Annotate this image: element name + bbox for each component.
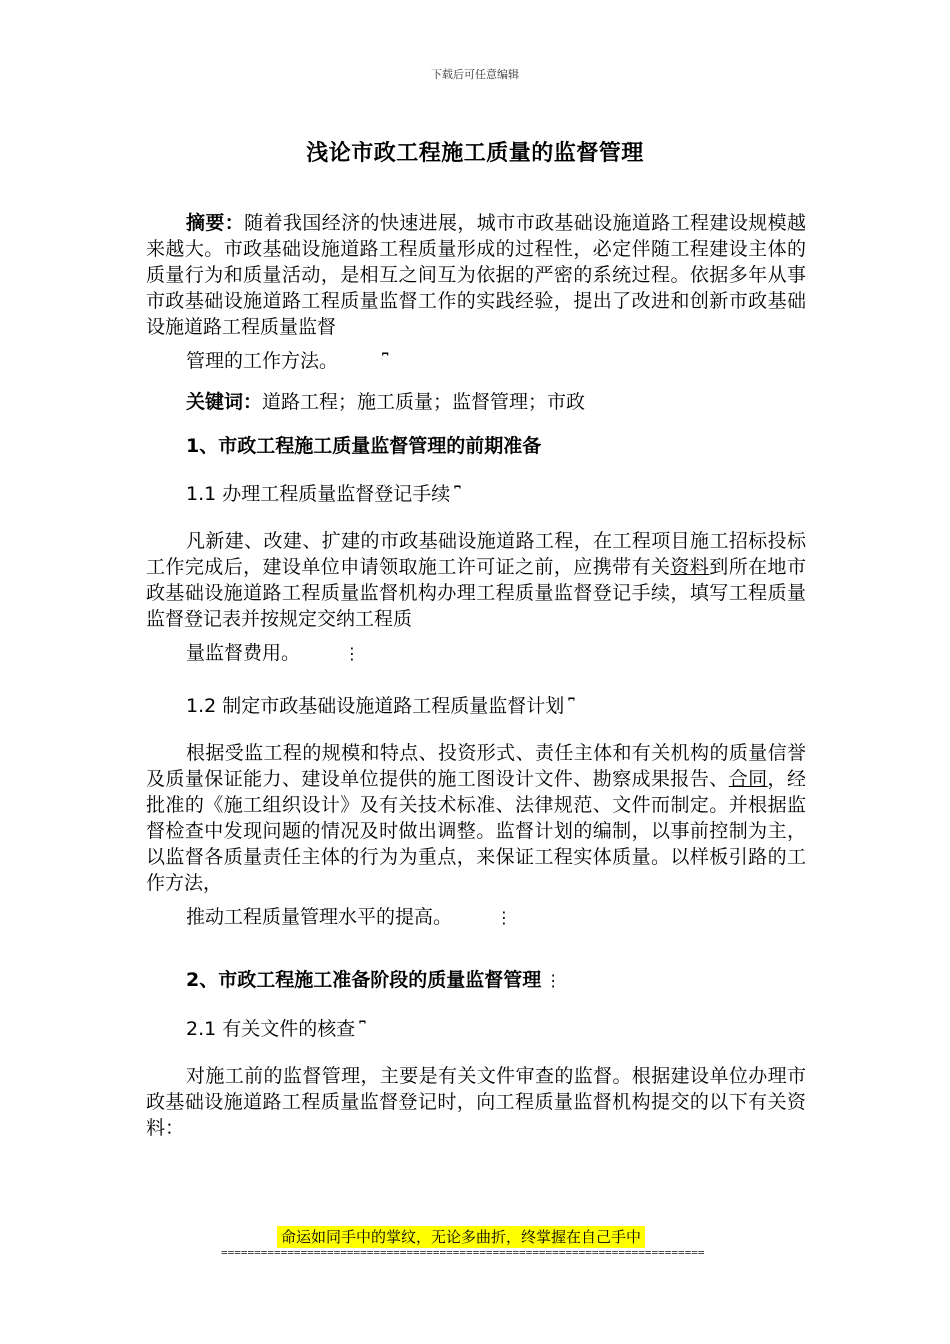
footer-rule: ========================================================================= <box>221 1246 705 1259</box>
ellipsis-mark-icon: ⋮ <box>496 908 513 927</box>
abstract-paragraph <box>146 210 806 375</box>
section-1-2-last-line: 推动工程质量管理水平的提高。 <box>186 906 453 928</box>
keywords-paragraph <box>146 389 806 415</box>
ellipsis-mark-icon: ⋮ <box>545 971 562 990</box>
section-1-1-text-a: 凡新建、改建、扩建的市政基础设施道路工程，在工程项目施工招标投标工作完成后，建设单位申请领取施工许可证之前，应携带有关 <box>146 530 806 578</box>
section-1-heading: 1、市政工程施工质量监督管理的前期准备 <box>186 435 542 457</box>
section-2-heading <box>146 967 806 994</box>
paragraph-mark-icon: ⎴ <box>382 352 389 371</box>
ellipsis-mark-icon: ⋮ <box>344 644 361 663</box>
section-1-2-heading <box>146 693 806 720</box>
abstract-text: 随着我国经济的快速进展，城市市政基础设施道路工程建设规模越来越大。市政基础设施道路工程质量形成的过程性，必定伴随工程建设主体的质量行为和质量活动，是相互之间互为依据的严密的系统过程。依据多年从事市政基础设施道路工程质量监督工作的实践经验，提出了改进和创新市政基础设施道路工程质量监督 <box>146 212 806 338</box>
section-1-1-heading-text: 1.1 办理工程质量监督登记手续 <box>186 483 451 505</box>
abstract-last-line: 管理的工作方法。 <box>186 350 339 372</box>
section-1-1-paragraph <box>146 528 806 667</box>
footer-banner: 命运如同手中的掌纹，无论多曲折，终掌握在自己手中 <box>277 1226 645 1248</box>
section-2-1-heading <box>146 1016 806 1043</box>
link-materials[interactable]: 资料 <box>670 556 710 578</box>
section-1-2-text-a: 根据受监工程的规模和特点、投资形式、责任主体和有关机构的质量信誉及质量保证能力、建设单位提供的施工图设计文件、勘察成果报告、 <box>146 742 806 790</box>
keywords-text: 道路工程；施工质量；监督管理；市政 <box>262 391 586 413</box>
section-1-2-text-b: ，经批准的《施工组织设计》及有关技术标准、法律规范、文件而制定。并根据监督检查中发现问题的情况及时做出调整。监督计划的编制，以事前控制为主，以监督各质量责任主体的行为为重点，来保证工程实体质量。以样板引路的工作方法， <box>146 768 806 894</box>
keywords-label: 关键词： <box>186 391 263 413</box>
section-1-2-paragraph <box>146 740 806 931</box>
link-contract[interactable]: 合同 <box>728 768 768 790</box>
paragraph-mark-icon: ⎴ <box>568 697 575 716</box>
section-1-1-text-b: 到所在地市政基础设施道路工程质量监督机构办理工程质量监督登记手续，填写工程质量监督登记表并按规定交纳工程质 <box>146 556 806 630</box>
document-body <box>146 210 806 1141</box>
section-1-1-last-line: 量监督费用。 <box>186 642 301 664</box>
section-1-1-heading <box>146 481 806 508</box>
section-2-1-heading-text: 2.1 有关文件的核查 <box>186 1018 356 1040</box>
section-2-heading-text: 2、市政工程施工准备阶段的质量监督管理 <box>186 969 542 991</box>
document-title: 浅论市政工程施工质量的监督管理 <box>306 140 644 166</box>
section-2-1-paragraph: 对施工前的监督管理，主要是有关文件审查的监督。根据建设单位办理市政基础设施道路工程质量监督登记时，向工程质量监督机构提交的以下有关资料： <box>146 1065 806 1139</box>
section-1-2-heading-text: 1.2 制定市政基础设施道路工程质量监督计划 <box>186 695 565 717</box>
abstract-label: 摘要： <box>186 212 245 234</box>
paragraph-mark-icon: ⎴ <box>359 1020 366 1039</box>
header-note: 下载后可任意编辑 <box>431 68 519 81</box>
paragraph-mark-icon: ⎴ <box>454 485 461 504</box>
